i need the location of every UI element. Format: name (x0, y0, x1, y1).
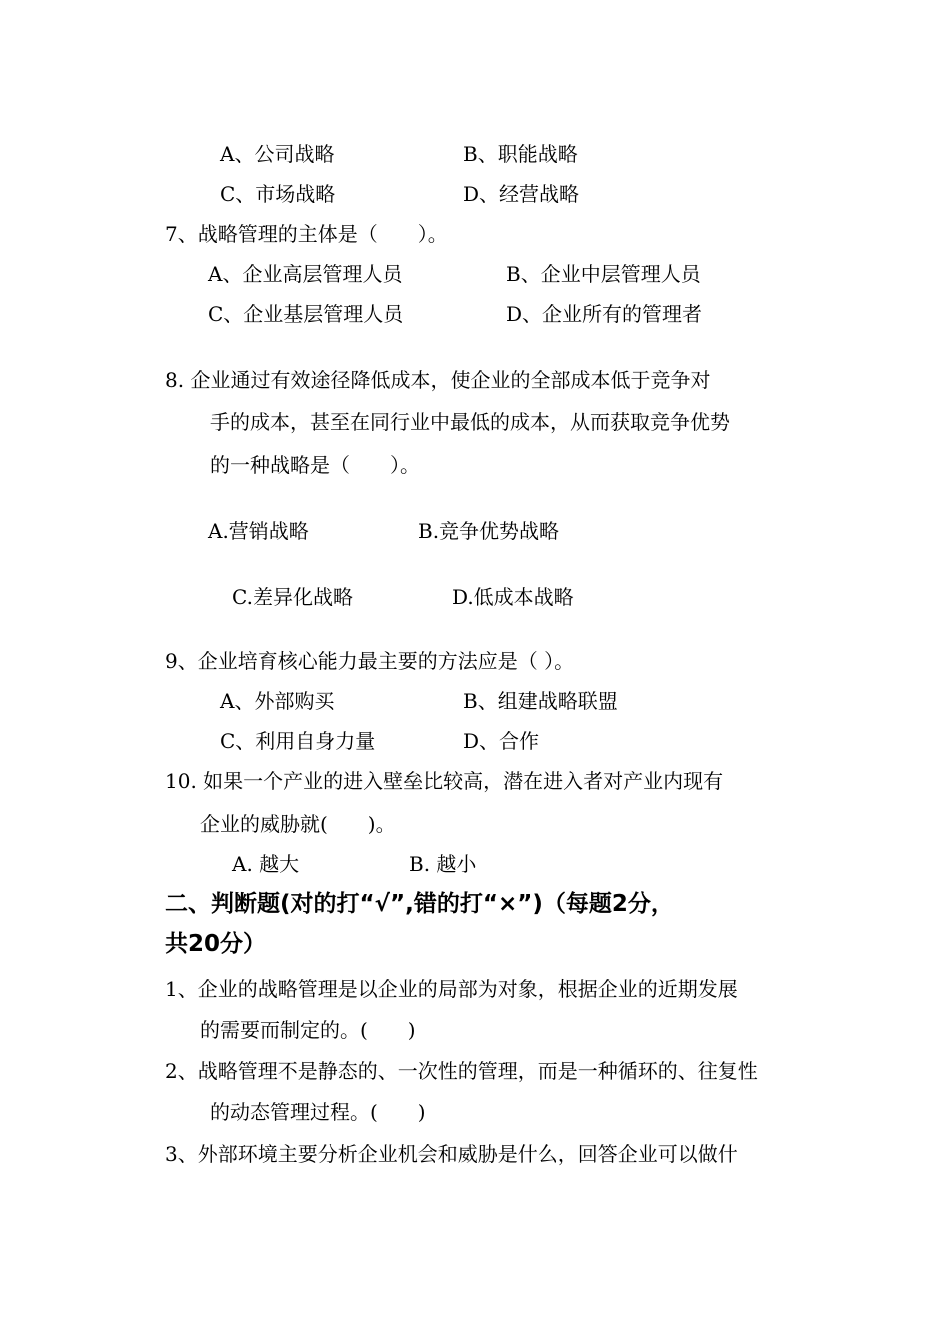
section-2-heading-line-1: 二、判断题(对的打“√”,错的打“×”)（每题2分， (165, 891, 674, 917)
q6-option-d: D、经营战略 (463, 182, 580, 206)
q8-option-c: C.差异化战略 (232, 585, 353, 609)
tf-2-line-1: 2、战略管理不是静态的、一次性的管理，而是一种循环的、往复性 (165, 1059, 758, 1083)
q10-stem-line-1: 10. 如果一个产业的进入壁垒比较高，潜在进入者对产业内现有 (165, 769, 724, 793)
section-2-heading-line-2: 共20分） (165, 931, 267, 957)
q9-stem: 9、企业培育核心能力最主要的方法应是（ ）。 (165, 649, 575, 673)
q9-option-b: B、组建战略联盟 (463, 689, 618, 713)
q6-option-b: B、职能战略 (463, 142, 578, 166)
q9-option-a: A、外部购买 (220, 689, 335, 713)
q10-stem-line-2: 企业的威胁就( )。 (200, 812, 396, 836)
q8-stem-line-3: 的一种战略是（ ）。 (210, 453, 420, 477)
q10-option-a: A. 越大 (232, 852, 300, 876)
q7-option-c: C、企业基层管理人员 (208, 302, 404, 326)
q9-option-c: C、利用自身力量 (220, 729, 376, 753)
q7-stem: 7、战略管理的主体是（ ）。 (165, 222, 448, 246)
q8-stem-line-1: 8. 企业通过有效途径降低成本，使企业的全部成本低于竞争对 (165, 368, 711, 392)
q6-option-a: A、公司战略 (220, 142, 335, 166)
q6-option-c: C、市场战略 (220, 182, 336, 206)
q8-option-b: B.竞争优势战略 (418, 519, 560, 543)
tf-1-line-1: 1、企业的战略管理是以企业的局部为对象，根据企业的近期发展 (165, 977, 738, 1001)
q9-option-d: D、合作 (463, 729, 540, 753)
tf-3-line-1: 3、外部环境主要分析企业机会和威胁是什么，回答企业可以做什 (165, 1142, 738, 1166)
q8-option-d: D.低成本战略 (452, 585, 574, 609)
q7-option-a: A、企业高层管理人员 (208, 262, 403, 286)
tf-2-line-2: 的动态管理过程。( ) (210, 1100, 426, 1124)
q8-option-a: A.营销战略 (208, 519, 309, 543)
tf-1-line-2: 的需要而制定的。( ) (200, 1018, 416, 1042)
q7-option-b: B、企业中层管理人员 (506, 262, 701, 286)
q10-option-b: B. 越小 (409, 852, 477, 876)
q7-option-d: D、企业所有的管理者 (506, 302, 703, 326)
q8-stem-line-2: 手的成本，甚至在同行业中最低的成本，从而获取竞争优势 (210, 410, 730, 434)
